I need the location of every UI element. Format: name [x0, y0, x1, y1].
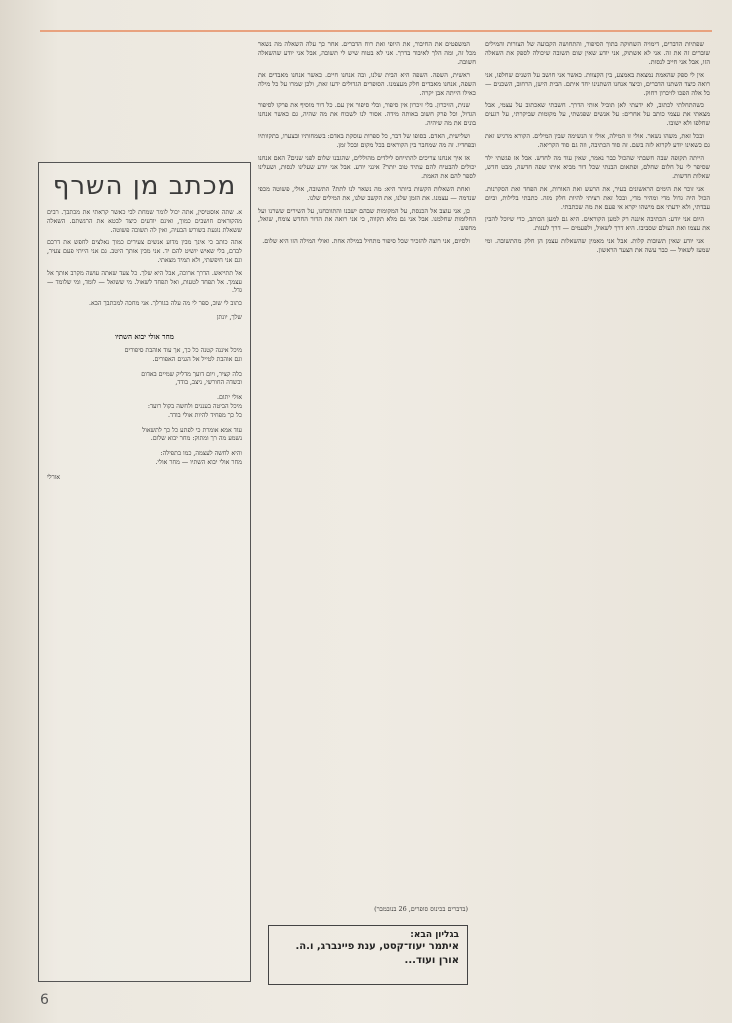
- poem-stanza: מיכל איננה קטנה כל כך, אך עוד אוהבת סיפורים וגם אוהבת לטייל אל הגנים האפורים.: [124, 346, 242, 363]
- article-paragraph: ראשית, השפה. השפה היא הבית שלנו, ובה אנחנו חיים. כאשר אנחנו מאבדים את השפה, אנחנו מאבדים חלק מעצמנו. הסופרים הגדולים ידעו זאת, ולכן שמרו על כל מילה כאילו הייתה אבן יקרה.: [258, 70, 476, 97]
- letter-paragraph: אתה כותב כי אינך מבין מדוע אנשים צעירים כמוך נאלצים לחפש את דרכם לבדם, בלי שאיש יושיט להם יד. אני מבין אותך היטב. גם אני הייתי פעם צעיר, וגם אני חיפשתי, ולא תמיד מצאתי.: [47, 239, 242, 264]
- letter-paragraph: כתוב לי שוב, ספר לי מה עלה בגורלך. אני מחכה למכתבך הבא.: [89, 300, 242, 308]
- citation: (בדברים בכינוס סופרים, 26 בנובמבר): [374, 905, 468, 913]
- article-paragraph: אני יודע שאין תשובות קלות. אבל אני מאמין שהשאלות עצמן הן חלק מהתשובה. ומי שמעז לשאול — כבר עשה את הצעד הראשון.: [485, 237, 710, 255]
- article-paragraph: אין לי ספק שהאמת נמצאת באמצע, בין הקצוות. כאשר אני חושב על השנים שחלפו, אני רואה כיצד השתנו הדברים, וכיצד אנחנו השתנינו יחד איתם. הבית הישן, הרחוב, השכנים — כל אלה הפכו לזיכרון רחוק.: [485, 70, 710, 97]
- top-divider: [40, 30, 712, 32]
- article-paragraph: שנית, הזיכרון. בלי זיכרון אין סיפור, ובלי סיפור אין עם. כל דור מוסיף את פרקו לסיפור הגדול, וכל פרק חשוב באותה מידה. אסור לנו לשכוח את מה שהיה, גם כאשר אנחנו בונים את מה שיהיה.: [258, 101, 476, 128]
- article-paragraph: ושלישית, האדם. בסופו של דבר, כל ספרות עוסקת באדם: בשמחותיו ובצערו, בתקוותיו ובפחדיו. זה מה שמחבר בין הקוראים בכל מקום ובכל זמן.: [258, 132, 476, 150]
- article-paragraph: אני זוכר את הימים הראשונים בעיר, את הרעש ואת האורות, את הפחד ואת הסקרנות. הכול היה גדול מדי ומהיר מדי, ובכל זאת רציתי להיות חלק מזה. כתבתי בלילות, וביום עבדתי, ולא ידעתי אם מישהו יקרא אי פעם את מה שכתבתי.: [485, 184, 710, 211]
- sidebar-body: [47, 209, 242, 309]
- page-number: 6: [40, 992, 49, 1008]
- sidebar-title: מכתב מן השרף: [52, 171, 237, 201]
- article-paragraph: היום אני יודע: הכתיבה איננה רק למען הקוראים. היא גם למען הכותב, כדי שיוכל להבין את עצמו ואת העולם שסביבו. היא דרך לשאול, ולפעמים — דרך לענות.: [485, 215, 710, 233]
- poem: [47, 347, 242, 468]
- article-paragraph: הייתה תקופה שבה חשבתי שהכול כבר נאמר, שאין עוד מה לחדש. אבל אז פגשתי ילד שסיפר לי על חלום שחלם, ופתאום הבנתי שכל דור מביא איתו שפה חדשה, מבט חדש, שאלות חדשות.: [485, 153, 710, 180]
- poem-stanza: והיא לחשה לעצמה, כמו בתפילה: מחר אולי יבוא השתיו — מחר אולי.: [155, 450, 242, 466]
- article-column-middle: [258, 40, 476, 820]
- article-paragraph: אז איך אנחנו צריכים להתייחס לילדים מהוללים, שהגבנו שלום לפני שנים? האם אנחנו יכולים להבטיח להם עתיד טוב יותר? אינני יודע. אבל אני יודע שעלינו לנסות, ושעלינו לספר להם את האמת.: [258, 153, 476, 180]
- next-issue-names: איתמר יעוז־קסט, ענת פיינברג, ו.ה. אורן ועוד...: [295, 941, 459, 966]
- article-paragraph: ולסיום, אני רוצה להזכיר שכל סיפור מתחיל במילה אחת. ואולי המילה הזו היא שלום.: [262, 237, 470, 246]
- next-issue-box: [268, 925, 468, 985]
- next-issue-label: בגליון הבא:: [410, 930, 459, 940]
- letter-paragraph: אל תתייאש. הדרך ארוכה, אבל היא שלך. כל צעד שאתה עושה מקרב אותך אל עצמך. אל תפחד לטעות, ואל תפחד לשאול. מי ששואל — לומד, ומי שלומד — גדל.: [47, 269, 242, 295]
- article-paragraph: כן, אני עוצב אל הכנסת, על המקומות שבהם ישבנו והתווכחנו, על השירים ששרנו ועל החלומות שחלמנו. אבל אני גם מלא תקווה, כי אני רואה את הדור החדש צומח, שואל, מחפש.: [258, 206, 476, 233]
- poem-title: מחר אולי יבוא השתיו: [115, 331, 174, 341]
- article-paragraph: כשהתחלתי לכתוב, לא ידעתי לאן תוביל אותי הדרך. חשבתי שאכתוב על עצמי, אבל מצאתי את עצמי כותב על אחרים: על אנשים שפגשתי, על מקומות שביקרתי, על רגעים שחלפו ולא ישובו.: [485, 101, 710, 128]
- article-paragraph: המשפטים את החיבור, את היופי ואת רוח הדברים. אחר כך עלה השאלה מה נשאר מכל זה, ומה הלך לאיבוד בדרך. אני לא בטוח שיש לי תשובה, אבל אני יודע שהשאלה חשובה.: [258, 40, 476, 66]
- article-paragraph: ואחת השאלות הקשות ביותר היא: מה נשאר לנו לתת? התשובה, אולי, פשוטה מכפי שנדמה — עצמנו. את הזמן שלנו, את הקשב שלנו, את המילים שלנו.: [258, 184, 476, 202]
- poem-stanza: עוד אמא אומרת כי לפתע כל כך לתשאול נשמע מה רך ומתוק: מחר יבוא שלום.: [142, 426, 242, 443]
- poem-stanza: כלה קציר, ויום דועך מדליק שמיים באדום ובשדה החורשי, ניצב, בודד,: [141, 370, 242, 387]
- article-paragraph: ובכל זאת, משהו נשאר. אולי זו המילה, אולי זו הנשימה שבין המילים. הקורא מרגיש זאת גם כשאינו יודע לקרוא לזה בשם. זה סוד הכתיבה, וזה גם סוד הקריאה.: [485, 132, 710, 150]
- article-paragraph: שפתיות הדברים, דימויה השחוקה בתוך הסיפור, והתחושה הקבועה של הצורות והמילים שוברים זה את זה. אני לא אשתוק, אני יודע שאין שום תשובה שיכולה לספק את השאלה הזו, אבל אני חייב לנסות.: [485, 40, 710, 66]
- letter-sidebar: [38, 162, 251, 982]
- article-column-right: [485, 40, 710, 995]
- poem-stanza: אולי יתום. מיכל הביטה בעננים ולחשה בקול רועד: כל כך מפחיד להיות אולי בודד.: [147, 394, 242, 419]
- sidebar-signoff: שלך, יונתן: [216, 313, 242, 321]
- letter-paragraph: א. שתה אוסטיסין, אתה יכול לומר שמחת לבי כאשר קראתי את מכתבך. רבים מהקוראים חושבים כמוך, ואינם יודעים כיצד לבטא את הרגשתם. השאלה ששאלת נוגעת בשורש הבעיה, ואין לה תשובה פשוטה.: [47, 209, 242, 234]
- poem-author: אורלי: [47, 473, 61, 481]
